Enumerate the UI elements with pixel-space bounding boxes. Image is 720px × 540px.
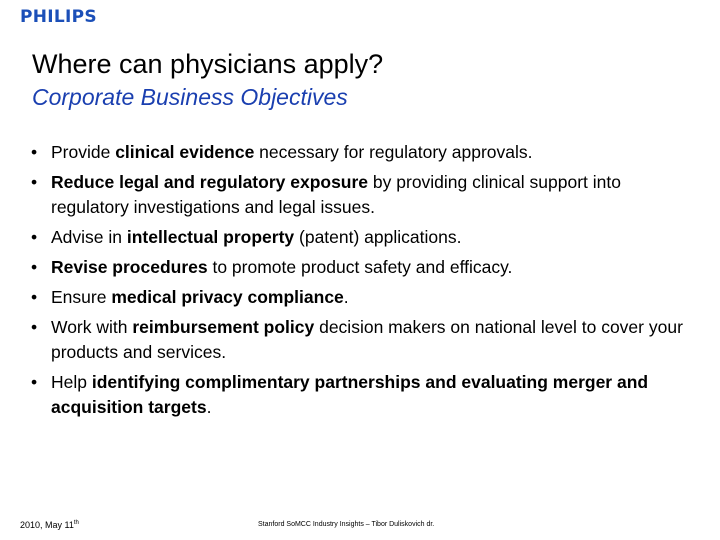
bullet-bold-text: Revise procedures [51, 257, 208, 277]
bullet-text: Work with [51, 317, 133, 337]
bullet-text: by providing clinical support into regulatory investigations and legal issues. [51, 172, 621, 217]
footer-credit: Stanford SoMCC Industry Insights – Tibor Duliskovich dr. [258, 521, 435, 528]
bullet-item [31, 140, 701, 165]
bullet-item [31, 255, 701, 280]
bullet-item [31, 285, 701, 310]
footer-date-text: 2010, May 11 [20, 520, 74, 530]
slide-subtitle: Corporate Business Objectives [32, 84, 348, 110]
bullet-text: Provide [51, 142, 116, 162]
bullet-item [31, 170, 701, 220]
footer-date-sup: th [73, 520, 79, 526]
bullet-item [31, 370, 701, 420]
bullet-bold-text: identifying complimentary partnerships and evaluating merger and acquisition targets [51, 372, 649, 417]
footer-date [20, 520, 79, 530]
philips-logo: PHILIPS [20, 7, 97, 27]
bullet-item [31, 315, 701, 365]
bullet-text: . [343, 287, 349, 307]
bullet-text: . [206, 397, 212, 417]
bullet-text: Help [51, 372, 92, 392]
bullet-text: necessary for regulatory approvals. [254, 142, 533, 162]
bullet-bold-text: clinical evidence [115, 142, 255, 162]
bullet-text: decision makers on national level to cover your products and services. [51, 317, 683, 362]
bullet-item [31, 225, 701, 250]
bullet-text: Ensure [51, 287, 112, 307]
bullet-text: Advise in [51, 227, 127, 247]
bullet-bold-text: medical privacy compliance [111, 287, 344, 307]
bullet-bold-text: intellectual property [126, 227, 295, 247]
bullet-text: (patent) applications. [294, 227, 462, 247]
bullet-bold-text: reimbursement policy [132, 317, 315, 337]
bullet-list [31, 140, 701, 425]
slide-title: Where can physicians apply? [32, 49, 384, 79]
bullet-text: to promote product safety and efficacy. [207, 257, 513, 277]
bullet-bold-text: Reduce legal and regulatory exposure [51, 172, 369, 192]
